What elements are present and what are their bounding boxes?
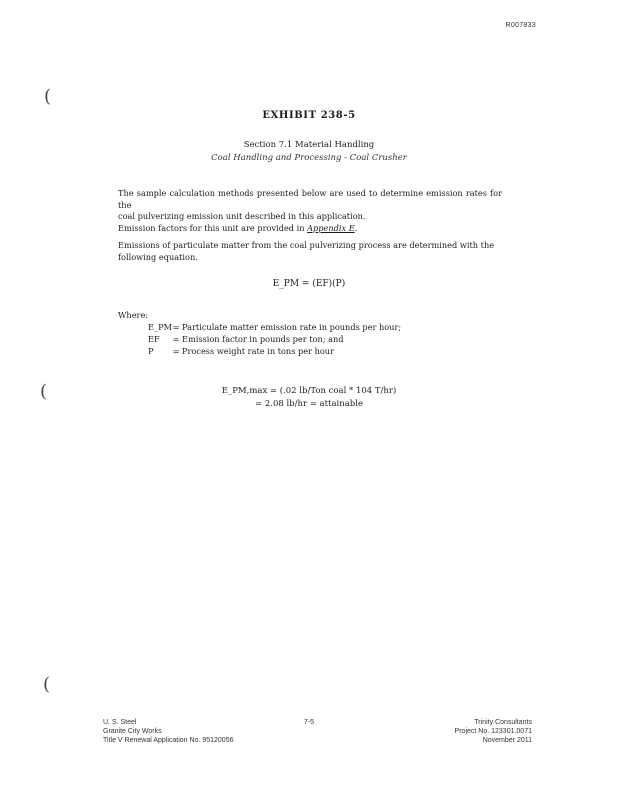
paragraph-line bbox=[118, 223, 502, 235]
footer-project: Project No. 123301.0071 bbox=[454, 728, 532, 735]
paragraph-line: Emissions of particulate matter from the coal pulverizing process are determined with the bbox=[118, 240, 495, 250]
definition-symbol: E_PM bbox=[148, 322, 172, 332]
where-label: Where: bbox=[118, 310, 149, 320]
definition-text: Process weight rate in tons per hour bbox=[182, 346, 334, 356]
definition-text: Emission factor in pounds per ton; and bbox=[182, 334, 344, 344]
emission-equation: E_PM = (EF)(P) bbox=[272, 279, 346, 289]
footer-company: U. S. Steel bbox=[103, 719, 137, 726]
definition-equals: = bbox=[172, 322, 180, 332]
footer-right bbox=[455, 718, 532, 745]
footer-application: Title V Renewal Application No. 95120056 bbox=[103, 737, 234, 744]
definition-equals: = bbox=[172, 334, 180, 344]
definition-row bbox=[148, 333, 401, 345]
footer-facility: Granite City Works bbox=[103, 728, 162, 735]
appendix-link[interactable]: Appendix E bbox=[307, 222, 355, 233]
paragraph-line: following equation. bbox=[118, 251, 198, 262]
page-number: 7-5 bbox=[303, 719, 315, 726]
paragraph-line: coal pulverizing emission unit described in this application. bbox=[118, 211, 366, 221]
exhibit-title: EXHIBIT 238-5 bbox=[262, 110, 356, 121]
equation-intro-paragraph bbox=[118, 240, 502, 263]
definition-symbol: P bbox=[148, 346, 154, 356]
section-subtitle: Coal Handling and Processing - Coal Crusher bbox=[211, 153, 407, 163]
paragraph-text: Emission factors for this unit are provided in bbox=[118, 222, 308, 233]
binder-hole-mark: ( bbox=[40, 381, 48, 402]
definition-symbol: EF bbox=[148, 334, 160, 344]
footer-consultant: Trinity Consultants bbox=[474, 719, 532, 726]
calculation-line-2: = 2.08 lb/hr = attainable bbox=[255, 399, 363, 409]
section-heading: Section 7.1 Material Handling bbox=[243, 140, 375, 150]
definition-row bbox=[148, 345, 401, 357]
paragraph-line: The sample calculation methods presented below are used to determine emission rates for the bbox=[118, 188, 502, 210]
binder-hole-mark: ( bbox=[44, 86, 52, 107]
footer-date: November 2011 bbox=[482, 737, 532, 744]
calculation-line-1: E_PM,max = (.02 lb/Ton coal * 104 T/hr) bbox=[221, 386, 397, 396]
paragraph-text: . bbox=[354, 222, 358, 233]
binder-hole-mark: ( bbox=[43, 674, 51, 695]
intro-paragraph bbox=[118, 188, 502, 234]
definitions-list bbox=[148, 321, 401, 357]
definition-text: Particulate matter emission rate in pounds per hour; bbox=[182, 322, 402, 332]
document-code: R007833 bbox=[505, 22, 536, 29]
definition-equals: = bbox=[172, 346, 180, 356]
definition-row bbox=[148, 321, 401, 333]
